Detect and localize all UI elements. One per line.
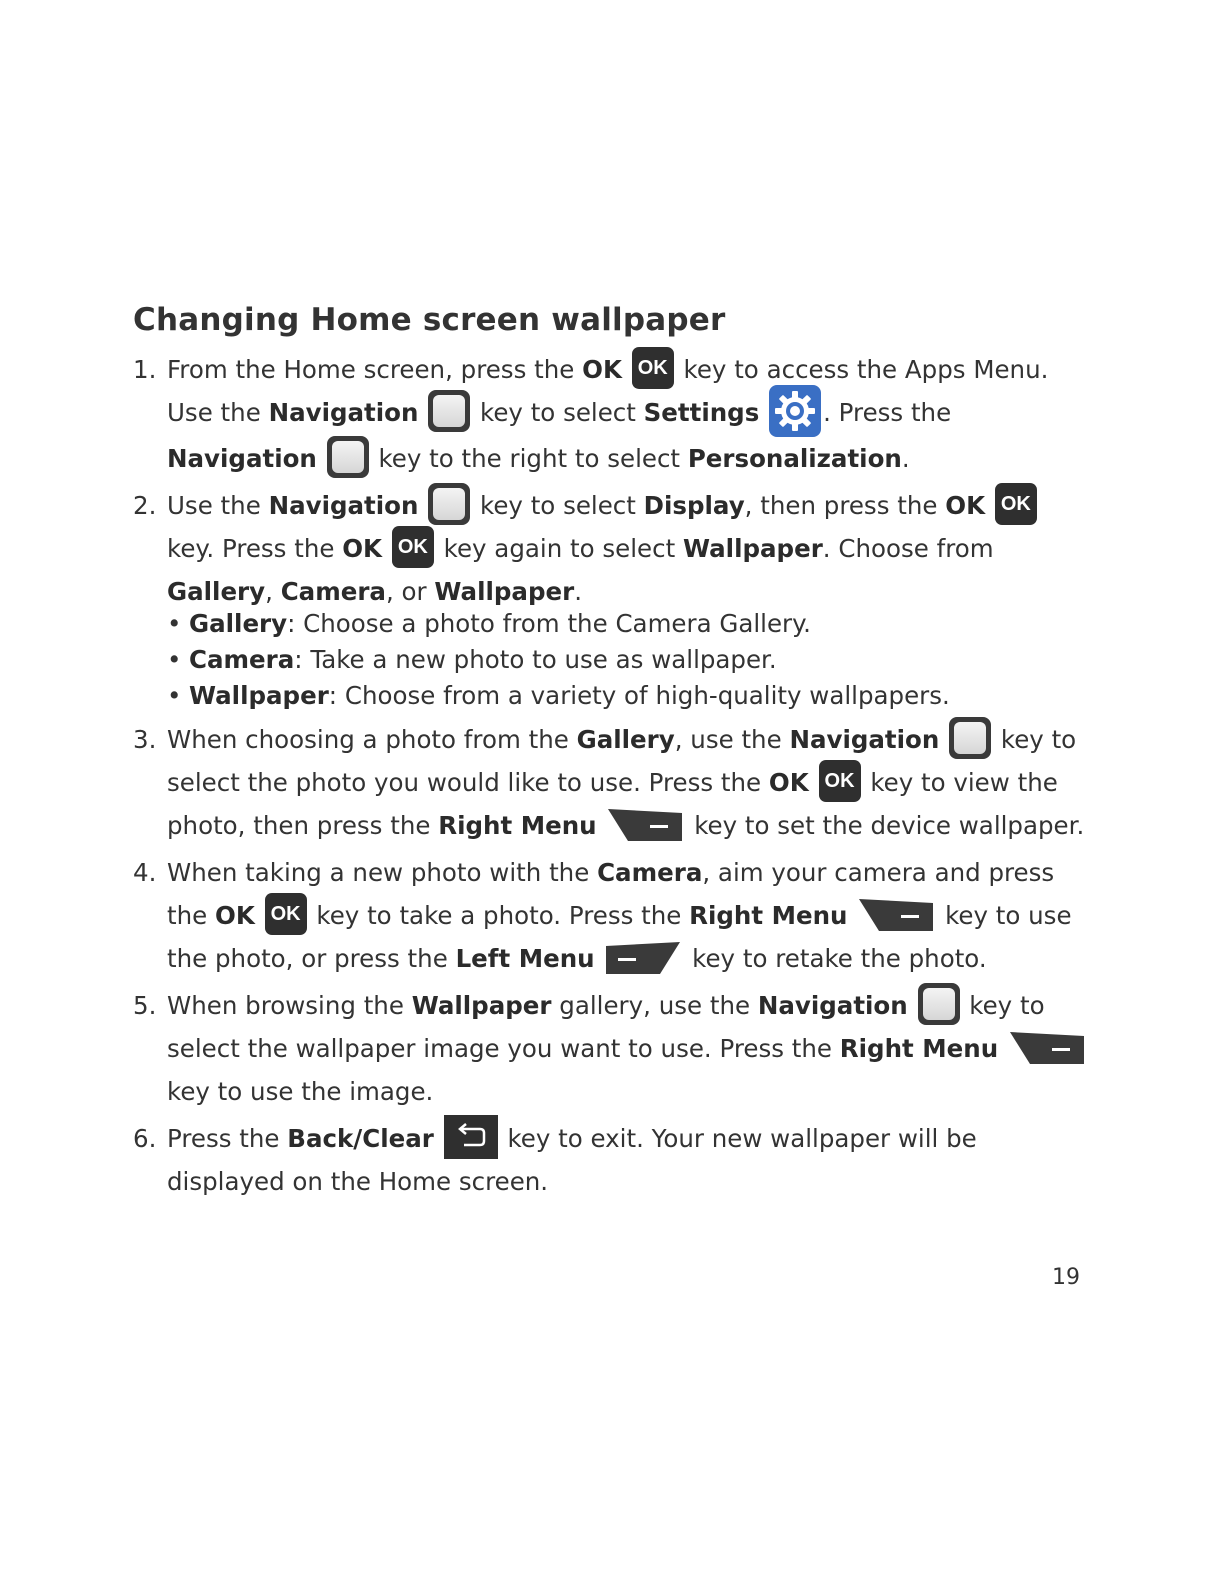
step-number: 6. bbox=[133, 1124, 157, 1153]
step-text: From the Home screen, press the bbox=[167, 355, 583, 384]
navigation-key-icon bbox=[428, 483, 470, 525]
ok-key-icon: OK bbox=[632, 347, 674, 389]
step-text: key to retake the photo. bbox=[692, 944, 987, 973]
key-name: OK bbox=[945, 491, 986, 520]
step-text: , aim your camera and press the bbox=[167, 858, 1055, 930]
option-name: Wallpaper bbox=[434, 577, 575, 606]
step-text: , bbox=[265, 577, 281, 606]
ok-key-icon: OK bbox=[819, 760, 861, 802]
option-name: Camera bbox=[597, 858, 703, 887]
page-title: Changing Home screen wallpaper bbox=[133, 302, 726, 338]
step-6 bbox=[133, 1117, 1093, 1203]
option-gallery bbox=[167, 606, 1093, 642]
key-name: Right Menu bbox=[689, 901, 848, 930]
right-menu-key-icon bbox=[606, 805, 684, 843]
option-wallpaper bbox=[167, 678, 1093, 714]
step-number: 5. bbox=[133, 991, 157, 1020]
step-text: Press the bbox=[167, 1124, 288, 1153]
step-1 bbox=[133, 348, 1093, 480]
step-text: key to exit. Your new wallpaper will be displayed on the Home screen. bbox=[167, 1124, 977, 1196]
ok-key-icon: OK bbox=[995, 483, 1037, 525]
step-text: , use the bbox=[674, 725, 790, 754]
bullet-dot: • bbox=[167, 609, 182, 638]
navigation-key-icon bbox=[918, 983, 960, 1025]
step-text: When browsing the bbox=[167, 991, 412, 1020]
right-menu-key-icon bbox=[857, 895, 935, 933]
key-name: Right Menu bbox=[839, 1034, 999, 1063]
navigation-key-icon bbox=[949, 717, 991, 759]
step-text: key to select the wallpaper image you want to use. Press the bbox=[167, 991, 1045, 1063]
option-name: Wallpaper bbox=[411, 991, 552, 1020]
option-name: Camera bbox=[280, 577, 386, 606]
step-text: key to select bbox=[480, 398, 644, 427]
option-name: Gallery bbox=[167, 577, 266, 606]
step-2 bbox=[133, 484, 1093, 714]
key-name: OK bbox=[215, 901, 255, 930]
step-text: When choosing a photo from the bbox=[167, 725, 577, 754]
back-clear-key-icon bbox=[444, 1115, 498, 1159]
step-text: key to select the photo you would like to use. Press the bbox=[167, 725, 1077, 797]
navigation-key-icon bbox=[428, 390, 470, 432]
step-3 bbox=[133, 718, 1093, 847]
option-description: : Choose a photo from the Camera Gallery. bbox=[287, 609, 811, 638]
menu-name: Personalization bbox=[687, 444, 902, 473]
step-text: key to take a photo. Press the bbox=[308, 901, 690, 930]
option-description: : Take a new photo to use as wallpaper. bbox=[294, 645, 777, 674]
key-name: Navigation bbox=[757, 991, 908, 1020]
bullet-dot: • bbox=[167, 681, 182, 710]
step-number: 1. bbox=[133, 355, 157, 384]
key-name: OK bbox=[342, 534, 383, 563]
step-text: key. Press the bbox=[167, 534, 343, 563]
step-5 bbox=[133, 984, 1093, 1113]
step-text: key again to select bbox=[435, 534, 683, 563]
step-text: , or bbox=[385, 577, 435, 606]
key-name: Navigation bbox=[268, 398, 419, 427]
step-text: . bbox=[901, 444, 910, 473]
option-name: Gallery bbox=[189, 609, 288, 638]
key-name: Navigation bbox=[789, 725, 940, 754]
key-name: Navigation bbox=[268, 491, 419, 520]
key-name: Right Menu bbox=[438, 811, 597, 840]
step-text: . Press the bbox=[823, 398, 952, 427]
settings-gear-icon bbox=[769, 385, 821, 437]
step-text: key to use the image. bbox=[167, 1077, 434, 1106]
step-text: . bbox=[574, 577, 582, 606]
ok-key-icon: OK bbox=[392, 526, 434, 568]
step-text: key to select bbox=[480, 491, 644, 520]
key-name: Back/Clear bbox=[287, 1124, 434, 1153]
key-name: OK bbox=[768, 768, 809, 797]
options-list bbox=[167, 606, 1093, 714]
step-text: key to the right to select bbox=[378, 444, 688, 473]
option-description: : Choose from a variety of high-quality wallpapers. bbox=[328, 681, 950, 710]
menu-name: Settings bbox=[643, 398, 760, 427]
bullet-dot: • bbox=[167, 645, 182, 674]
ok-key-icon: OK bbox=[265, 893, 307, 935]
option-name: Camera bbox=[189, 645, 295, 674]
step-text: Use the bbox=[167, 491, 269, 520]
option-camera bbox=[167, 642, 1093, 678]
step-text: key to set the device wallpaper. bbox=[694, 811, 1085, 840]
step-text: key to view the photo, then press the bbox=[167, 768, 1058, 840]
key-name: Navigation bbox=[167, 444, 317, 473]
step-number: 2. bbox=[133, 491, 157, 520]
key-name: Left Menu bbox=[455, 944, 595, 973]
step-text: When taking a new photo with the bbox=[167, 858, 598, 887]
step-number: 3. bbox=[133, 725, 157, 754]
step-text: key to access the Apps Menu. Use the bbox=[167, 355, 1049, 427]
step-text: key to use the photo, or press the bbox=[167, 901, 1072, 973]
step-text: . Choose from bbox=[822, 534, 994, 563]
navigation-key-icon bbox=[327, 436, 369, 478]
left-menu-key-icon bbox=[604, 938, 682, 976]
option-name: Wallpaper bbox=[189, 681, 329, 710]
step-number: 4. bbox=[133, 858, 157, 887]
menu-name: Display bbox=[643, 491, 745, 520]
step-text: gallery, use the bbox=[551, 991, 758, 1020]
page-number: 19 bbox=[1052, 1265, 1080, 1290]
key-name: OK bbox=[582, 355, 622, 384]
option-name: Gallery bbox=[576, 725, 675, 754]
right-menu-key-icon bbox=[1008, 1028, 1086, 1066]
step-text: , then press the bbox=[744, 491, 946, 520]
menu-name: Wallpaper bbox=[682, 534, 823, 563]
step-4 bbox=[133, 851, 1093, 980]
steps-list bbox=[133, 348, 1093, 1203]
